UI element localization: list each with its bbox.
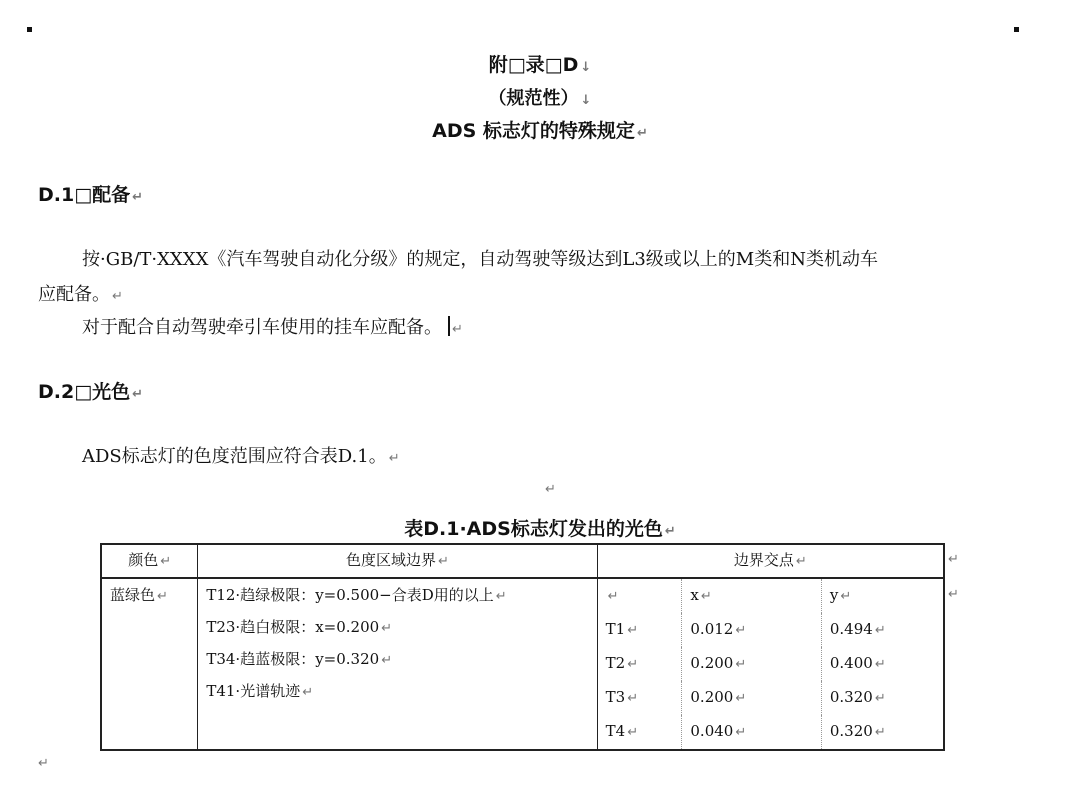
point-x: 0.200 ↵ [682, 681, 821, 715]
point-label: T4 ↵ [597, 715, 682, 750]
paragraph-d1-line1: 按·GB/T·XXXX《汽车驾驶自动化分级》的规定，自动驾驶等级达到L3级或以上的M类和N类机动车 [82, 249, 878, 270]
table-header-row [101, 544, 944, 578]
table-row [101, 578, 944, 613]
header-color: 颜色 ↵ [101, 544, 198, 578]
boundary-line: T41·光谱轨迹 ↵ [206, 682, 314, 700]
trailing-paragraph-mark: ↵ [38, 756, 49, 771]
point-y: 0.400 ↵ [829, 654, 886, 672]
paragraph-d1-trailer[interactable]: 对于配合自动驾驶牵引车使用的挂车应配备。 ↵ [82, 317, 463, 338]
appendix-title: 附□录□D ↓ [488, 54, 592, 76]
point-label: T2 ↵ [597, 647, 682, 681]
point-label: T3 ↵ [597, 681, 682, 715]
text-cursor [448, 316, 450, 336]
point-y: 0.320 ↵ [829, 722, 886, 740]
point-x: 0.040 ↵ [682, 715, 821, 750]
paragraph-d2: ADS标志灯的色度范围应符合表D.1。 ↵ [82, 446, 400, 467]
point-label-header: ↵ [597, 578, 682, 613]
point-x: 0.200 ↵ [682, 647, 821, 681]
section-heading-d1: D.1□配备 ↵ [38, 184, 144, 206]
row-end-mark: ↵ [948, 587, 959, 602]
cell-boundaries [198, 578, 597, 750]
corner-mark-left [27, 27, 32, 32]
point-y-header: y ↵ [829, 586, 852, 604]
boundary-line: T12·趋绿极限：y=0.500−合表D用的以上 ↵ [206, 586, 507, 604]
section-heading-d2: D.2□光色 ↵ [38, 381, 144, 403]
cell-color-value: 蓝绿色 ↵ [101, 578, 198, 750]
boundary-line: T34·趋蓝极限：y=0.320 ↵ [206, 650, 393, 668]
boundary-line: T23·趋白极限：x=0.200 ↵ [206, 618, 393, 636]
header-region: 色度区域边界 ↵ [198, 544, 597, 578]
corner-mark-right [1014, 27, 1019, 32]
empty-paragraph-mark: ↵ [545, 482, 556, 497]
point-y: 0.320 ↵ [829, 688, 886, 706]
paragraph-d1-line2: 应配备。 ↵ [38, 284, 123, 305]
point-x-header: x ↵ [682, 578, 821, 613]
point-label: T1 ↵ [597, 613, 682, 647]
point-x: 0.012 ↵ [682, 613, 821, 647]
light-color-table [100, 543, 945, 751]
normative-label: （规范性） ↓ [488, 88, 592, 109]
table-caption: 表D.1·ADS标志灯发出的光色 ↵ [404, 518, 676, 540]
document-main-title: ADS 标志灯的特殊规定 ↵ [432, 120, 648, 142]
row-end-mark: ↵ [948, 552, 959, 567]
header-points: 边界交点 ↵ [597, 544, 944, 578]
point-y: 0.494 ↵ [829, 620, 886, 638]
